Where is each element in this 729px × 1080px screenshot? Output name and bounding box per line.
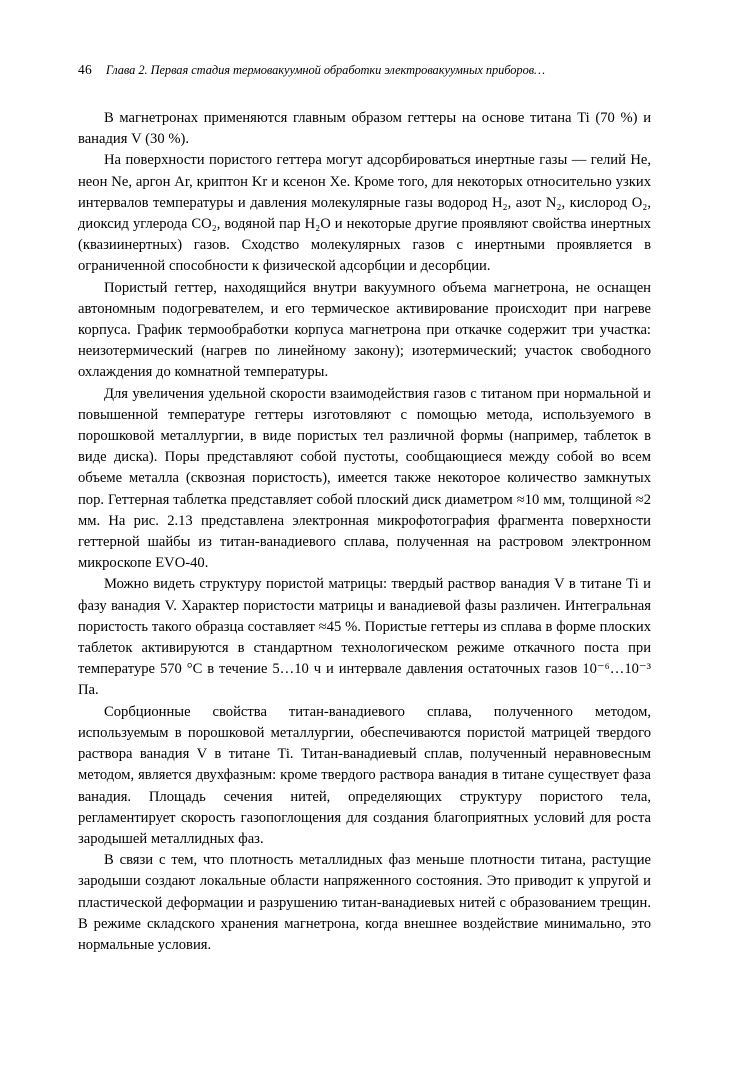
body-text xyxy=(78,108,651,956)
paragraph: В связи с тем, что плотность металлидных фаз меньше плотности титана, растущие зародыши создают локальные области напряженного состояния. Это приводит к упругой и пластической деформации и разрушению титан-ванадиевых нитей с образованием трещин. В режиме складского хранения магнетрона, когда внешнее воздействие минимально, это нормальные условия. xyxy=(78,852,651,953)
paragraph: Можно видеть структуру пористой матрицы: твердый раствор ванадия V в титане Ti и фазу ванадия V. Характер пористости матрицы и ванадиевой фазы различен. Интегральная пористость такого образца составляет ≈45 %. Пористые геттеры из сплава в форме плоских таблеток активируются в стандартном технологическом режиме откачного поста при температуре 570 °C в течение 5…10 ч и интервале давления остаточных газов 10⁻⁶…10⁻³ Па. xyxy=(78,576,651,699)
running-title: Глава 2. Первая стадия термовакуумной обработки электровакуумных приборов… xyxy=(105,63,546,77)
paragraph: Пористый геттер, находящийся внутри вакуумного объема магнетрона, не оснащен автономным подогревателем, и его термическое активирование происходит при нагреве корпуса. График термообработки корпуса магнетрона при откачке содержит три участка: неизотермический (нагрев по линейному закону); изотермический; участок свободного охлаждения до комнатной температуры. xyxy=(78,279,651,381)
page-header xyxy=(78,62,651,78)
paragraph: В магнетронах применяются главным образом геттеры на основе титана Ti (70 %) и ванадия V (30 %). xyxy=(78,110,651,148)
page-number: 46 xyxy=(78,62,92,77)
paragraph: Для увеличения удельной скорости взаимодействия газов с титаном при нормальной и повышенной температуре геттеры изготовляют с помощью метода, используемого в порошковой металлургии, в виде пористых тел различной формы (например, таблеток в виде диска). Поры представляют собой пустоты, сообщающиеся между собой во всем объеме металла (сквозная пористость), имеется также некоторое количество замкнутых пор. Геттерная таблетка представляет собой плоский диск диаметром ≈10 мм, толщиной ≈2 мм. На рис. 2.13 представлена электронная микрофотография фрагмента поверхности геттерной шайбы из титан-ванадиевого сплава, полученная на растровом электронном микроскопе EVO-40. xyxy=(78,385,651,572)
paragraph: На поверхности пористого геттера могут адсорбироваться инертные газы — гелий He, неон Ne, аргон Ar, криптон Kr и ксенон Xe. Кроме того, для некоторых относительно узких интервалов температуры и давления молекулярные газы водород H₂, азот N₂, кислород O₂, диоксид углерода CO₂, водяной пар H₂O и некоторые другие проявляют свойства инертных (квазиинертных) газов. Сходство молекулярных газов с инертными проявляется в ограниченной способности к физической адсорбции и десорбции. xyxy=(78,152,651,275)
paragraph: Сорбционные свойства титан-ванадиевого сплава, полученного методом, используемым в порошковой металлургии, обеспечиваются пористой матрицей твердого раствора ванадия V в титане Ti. Титан-ванадиевый сплав, полученный неравновесным методом, является двухфазным: кроме твердого раствора ванадия в титане существует фаза ванадия. Площадь сечения нитей, определяющих структуру пористого тела, регламентирует скорость газопоглощения для создания благоприятных условий для роста зародышей металлидных фаз. xyxy=(78,703,651,847)
